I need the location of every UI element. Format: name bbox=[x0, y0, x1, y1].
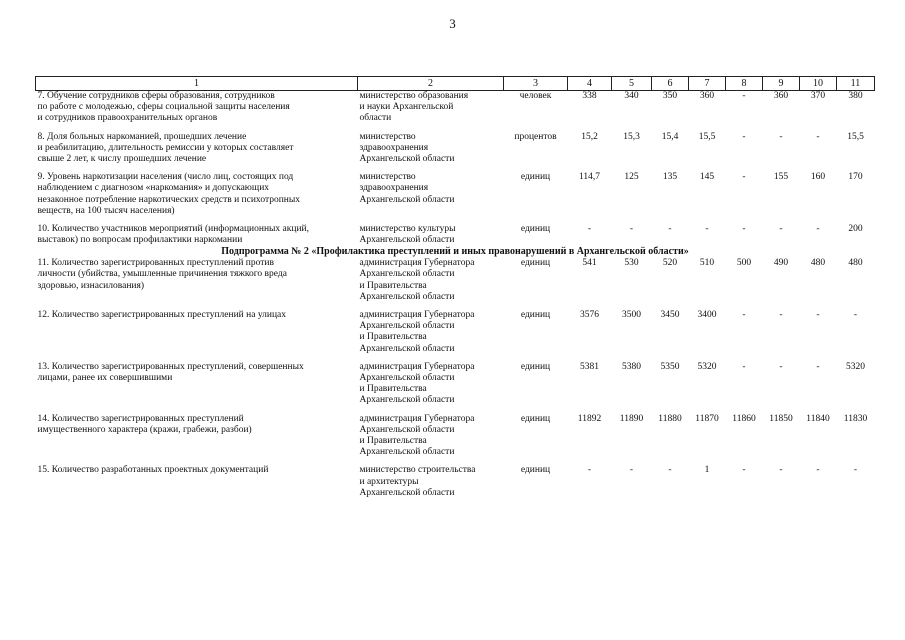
value-cell: 15,4 bbox=[661, 131, 679, 142]
unit-cell: человек bbox=[519, 91, 552, 101]
executor-line: Архангельской области bbox=[359, 194, 455, 205]
executor-line: и Правительства bbox=[359, 332, 427, 343]
value-cell: 5320 bbox=[846, 361, 865, 372]
unit-cell: единиц bbox=[520, 310, 551, 321]
value-cell: 11892 bbox=[577, 413, 602, 424]
executor-cell bbox=[358, 172, 504, 217]
header-cell: 10 bbox=[800, 77, 837, 91]
indicator-line: имущественного характера (кражи, грабежи, разбои) bbox=[37, 424, 252, 435]
executor-cell bbox=[358, 310, 504, 355]
value-cell: 15,3 bbox=[623, 131, 640, 142]
executor-line: Архангельской области bbox=[359, 154, 455, 165]
indicator-line: здоровью, изнасилования) bbox=[37, 280, 145, 291]
unit-cell: единиц bbox=[520, 361, 551, 372]
header-cell: 11 bbox=[837, 77, 875, 91]
unit-cell: единиц bbox=[520, 465, 551, 476]
row-spacer bbox=[36, 303, 875, 310]
value-cell: 3400 bbox=[697, 310, 717, 321]
header-cell: 2 bbox=[358, 77, 504, 91]
header-cell: 3 bbox=[504, 77, 568, 91]
value-cell: - bbox=[587, 465, 592, 476]
executor-line: и Правительства bbox=[359, 280, 427, 291]
value-cell: 200 bbox=[848, 224, 863, 235]
executor-line: Архангельской области bbox=[359, 424, 455, 435]
value-cell: - bbox=[779, 131, 783, 142]
executor-cell bbox=[358, 91, 504, 125]
indicator-line: личности (убийства, умышленные причинения тяжкого вреда bbox=[37, 269, 287, 280]
value-cell: 5320 bbox=[697, 361, 717, 372]
indicator-line: веществ, на 100 тысяч населения) bbox=[37, 205, 175, 216]
executor-line: и Правительства bbox=[359, 384, 427, 395]
row-spacer bbox=[36, 355, 875, 362]
header-cell: 7 bbox=[689, 77, 726, 91]
value-cell: 11880 bbox=[658, 413, 682, 424]
indicator-line: 8. Доля больных наркоманией, прошедших лечение bbox=[37, 131, 247, 142]
value-cell: - bbox=[816, 465, 820, 476]
unit-cell: единиц bbox=[520, 413, 551, 424]
value-cell: 370 bbox=[810, 91, 826, 101]
value-cell: - bbox=[742, 361, 746, 372]
indicator-line: незаконное потребление наркотических средств и психотропных bbox=[37, 194, 301, 205]
value-cell: 480 bbox=[810, 258, 826, 269]
executor-cell bbox=[358, 224, 504, 246]
value-cell: 160 bbox=[810, 172, 826, 183]
value-cell: 480 bbox=[848, 258, 863, 269]
value-cell: - bbox=[779, 310, 783, 321]
indicator-line: свыше 2 лет, к числу прошедших лечение bbox=[37, 154, 207, 165]
value-cell: - bbox=[742, 172, 746, 183]
executor-line: администрация Губернатора bbox=[359, 361, 475, 372]
indicator-cell bbox=[36, 172, 358, 217]
unit-cell: процентов bbox=[514, 131, 557, 142]
value-cell: - bbox=[853, 310, 858, 321]
value-cell: - bbox=[705, 224, 709, 235]
executor-line: Архангельской области bbox=[359, 373, 455, 384]
value-cell: 170 bbox=[848, 172, 863, 183]
value-cell: 350 bbox=[662, 91, 678, 101]
row-spacer bbox=[36, 407, 875, 414]
value-cell: 11860 bbox=[732, 413, 756, 424]
value-cell: 520 bbox=[662, 258, 678, 269]
unit-cell: единиц bbox=[520, 224, 551, 235]
value-cell: 11840 bbox=[806, 413, 830, 424]
indicator-line: лицами, ранее их совершившими bbox=[37, 373, 173, 384]
unit-cell: единиц bbox=[520, 172, 551, 183]
value-cell: 360 bbox=[773, 91, 789, 101]
executor-line: администрация Губернатора bbox=[359, 258, 475, 269]
indicator-line: 9. Уровень наркотизации населения (число лиц, состоящих под bbox=[37, 172, 294, 183]
indicator-cell bbox=[36, 224, 358, 246]
indicator-cell bbox=[36, 132, 358, 166]
value-cell: 11890 bbox=[619, 413, 644, 424]
table-body bbox=[36, 77, 875, 500]
executor-cell bbox=[358, 414, 504, 459]
indicator-line: по работе с молодежью, сферы социальной защиты населения bbox=[37, 102, 290, 113]
executor-line: Архангельской области bbox=[359, 395, 455, 406]
executor-line: администрация Губернатора bbox=[359, 310, 475, 321]
value-cell: 490 bbox=[773, 258, 789, 269]
value-cell: - bbox=[779, 361, 783, 372]
value-cell: 530 bbox=[624, 258, 639, 269]
page-number: 3 bbox=[449, 16, 456, 31]
indicator-line: и реабилитацию, длительность ремиссии у которых составляет bbox=[37, 142, 294, 153]
table-row bbox=[36, 224, 875, 246]
value-cell: - bbox=[629, 224, 634, 235]
value-cell: 135 bbox=[662, 172, 678, 183]
executor-line: Архангельской области bbox=[359, 343, 455, 354]
value-cell: 11850 bbox=[769, 413, 793, 424]
value-cell: - bbox=[742, 91, 746, 101]
executor-line: Архангельской области bbox=[359, 321, 455, 332]
executor-line: министерство bbox=[359, 172, 416, 183]
value-cell: - bbox=[742, 224, 746, 235]
spacer-cell bbox=[36, 125, 875, 132]
header-cell: 5 bbox=[612, 77, 652, 91]
executor-line: здравоохранения bbox=[359, 183, 429, 194]
value-cell: 11870 bbox=[695, 413, 719, 424]
executor-line: области bbox=[359, 113, 392, 124]
indicator-line: 13. Количество зарегистрированных преступлений, совершенных bbox=[37, 361, 304, 372]
table-row bbox=[36, 414, 875, 459]
value-cell: - bbox=[816, 310, 820, 321]
indicators-table bbox=[35, 76, 875, 499]
indicator-cell bbox=[36, 258, 358, 303]
value-cell: - bbox=[668, 465, 672, 476]
subprogram-title: Подпрограмма № 2 «Профилактика преступлений и иных правонарушений в Архангельской области» bbox=[221, 246, 689, 258]
value-cell: - bbox=[587, 224, 592, 235]
value-cell: 3450 bbox=[660, 310, 680, 321]
executor-cell bbox=[358, 465, 504, 499]
executor-line: и Правительства bbox=[359, 436, 427, 447]
indicator-line: 10. Количество участников мероприятий (информационных акций, bbox=[37, 224, 310, 235]
indicator-line: наблюдением с диагнозом «наркомания» и допускающих bbox=[37, 183, 270, 194]
spacer-cell bbox=[36, 355, 875, 362]
spacer-cell bbox=[36, 407, 875, 414]
header-cell: 1 bbox=[36, 77, 358, 91]
executor-line: министерство образования bbox=[359, 91, 469, 101]
value-cell: 360 bbox=[699, 91, 715, 101]
executor-line: министерство bbox=[359, 131, 416, 142]
value-cell: 125 bbox=[624, 172, 639, 183]
value-cell: - bbox=[629, 465, 634, 476]
indicator-line: 14. Количество зарегистрированных преступлений bbox=[37, 413, 244, 424]
table-row bbox=[36, 91, 875, 125]
indicator-cell bbox=[36, 465, 358, 499]
indicator-cell bbox=[36, 310, 358, 355]
executor-cell bbox=[358, 258, 504, 303]
value-cell: 11830 bbox=[843, 413, 868, 424]
indicator-line: и сотрудников правоохранительных органов bbox=[37, 113, 218, 124]
subprogram-row bbox=[36, 246, 875, 258]
executor-line: министерство культуры bbox=[359, 224, 456, 235]
indicator-cell bbox=[36, 362, 358, 407]
indicator-cell bbox=[36, 91, 358, 125]
table-row bbox=[36, 465, 875, 499]
value-cell: 340 bbox=[624, 91, 639, 101]
executor-line: и науки Архангельской bbox=[359, 102, 454, 113]
indicator-line: 7. Обучение сотрудников сферы образования, сотрудников bbox=[37, 91, 275, 101]
value-cell: 5381 bbox=[580, 361, 599, 372]
value-cell: 5380 bbox=[622, 361, 641, 372]
value-cell: - bbox=[816, 224, 820, 235]
row-spacer bbox=[36, 217, 875, 224]
table-row bbox=[36, 362, 875, 407]
value-cell: - bbox=[816, 361, 820, 372]
executor-line: Архангельской области bbox=[359, 291, 455, 302]
value-cell: 3576 bbox=[580, 310, 599, 321]
value-cell: 15,2 bbox=[581, 131, 598, 142]
value-cell: - bbox=[779, 224, 783, 235]
unit-cell: единиц bbox=[520, 258, 551, 269]
executor-cell bbox=[358, 362, 504, 407]
table-row bbox=[36, 258, 875, 303]
table-row bbox=[36, 172, 875, 217]
indicator-cell bbox=[36, 414, 358, 459]
value-cell: 155 bbox=[773, 172, 789, 183]
value-cell: 500 bbox=[736, 258, 752, 269]
header-row bbox=[36, 77, 875, 91]
spacer-cell bbox=[36, 217, 875, 224]
value-cell: 380 bbox=[848, 91, 863, 101]
header-cell: 6 bbox=[652, 77, 689, 91]
indicator-line: 15. Количество разработанных проектных документаций bbox=[37, 465, 269, 476]
indicator-line: 12. Количество зарегистрированных преступлений на улицах bbox=[37, 310, 287, 321]
value-cell: 510 bbox=[699, 258, 715, 269]
table-row bbox=[36, 310, 875, 355]
value-cell: 145 bbox=[699, 172, 715, 183]
executor-line: здравоохранения bbox=[359, 142, 429, 153]
indicator-line: 11. Количество зарегистрированных преступлений против bbox=[37, 258, 274, 269]
executor-cell bbox=[358, 132, 504, 166]
value-cell: 541 bbox=[582, 258, 597, 269]
value-cell: - bbox=[742, 310, 746, 321]
value-cell: - bbox=[742, 465, 746, 476]
executor-line: министерство строительства bbox=[359, 465, 476, 476]
row-spacer bbox=[36, 125, 875, 132]
value-cell: - bbox=[668, 224, 672, 235]
header-cell: 8 bbox=[726, 77, 763, 91]
executor-line: Архангельской области bbox=[359, 487, 455, 498]
table-row bbox=[36, 132, 875, 166]
value-cell: - bbox=[816, 131, 820, 142]
executor-line: администрация Губернатора bbox=[359, 413, 475, 424]
executor-line: Архангельской области bbox=[359, 447, 455, 458]
value-cell: 3500 bbox=[622, 310, 641, 321]
value-cell: - bbox=[853, 465, 858, 476]
value-cell: - bbox=[779, 465, 783, 476]
executor-line: Архангельской области bbox=[359, 269, 455, 280]
value-cell: 5350 bbox=[660, 361, 680, 372]
indicator-line: выставок) по вопросам профилактики наркомании bbox=[37, 235, 243, 246]
value-cell: 15,5 bbox=[698, 131, 716, 142]
value-cell: 114,7 bbox=[578, 172, 601, 183]
header-cell: 4 bbox=[568, 77, 612, 91]
value-cell: 15,5 bbox=[847, 131, 864, 142]
value-cell: 338 bbox=[582, 91, 597, 101]
executor-line: и архитектуры bbox=[359, 476, 419, 487]
header-cell: 9 bbox=[763, 77, 800, 91]
value-cell: 1 bbox=[704, 465, 710, 476]
spacer-cell bbox=[36, 303, 875, 310]
value-cell: - bbox=[742, 131, 746, 142]
executor-line: Архангельской области bbox=[359, 235, 455, 246]
